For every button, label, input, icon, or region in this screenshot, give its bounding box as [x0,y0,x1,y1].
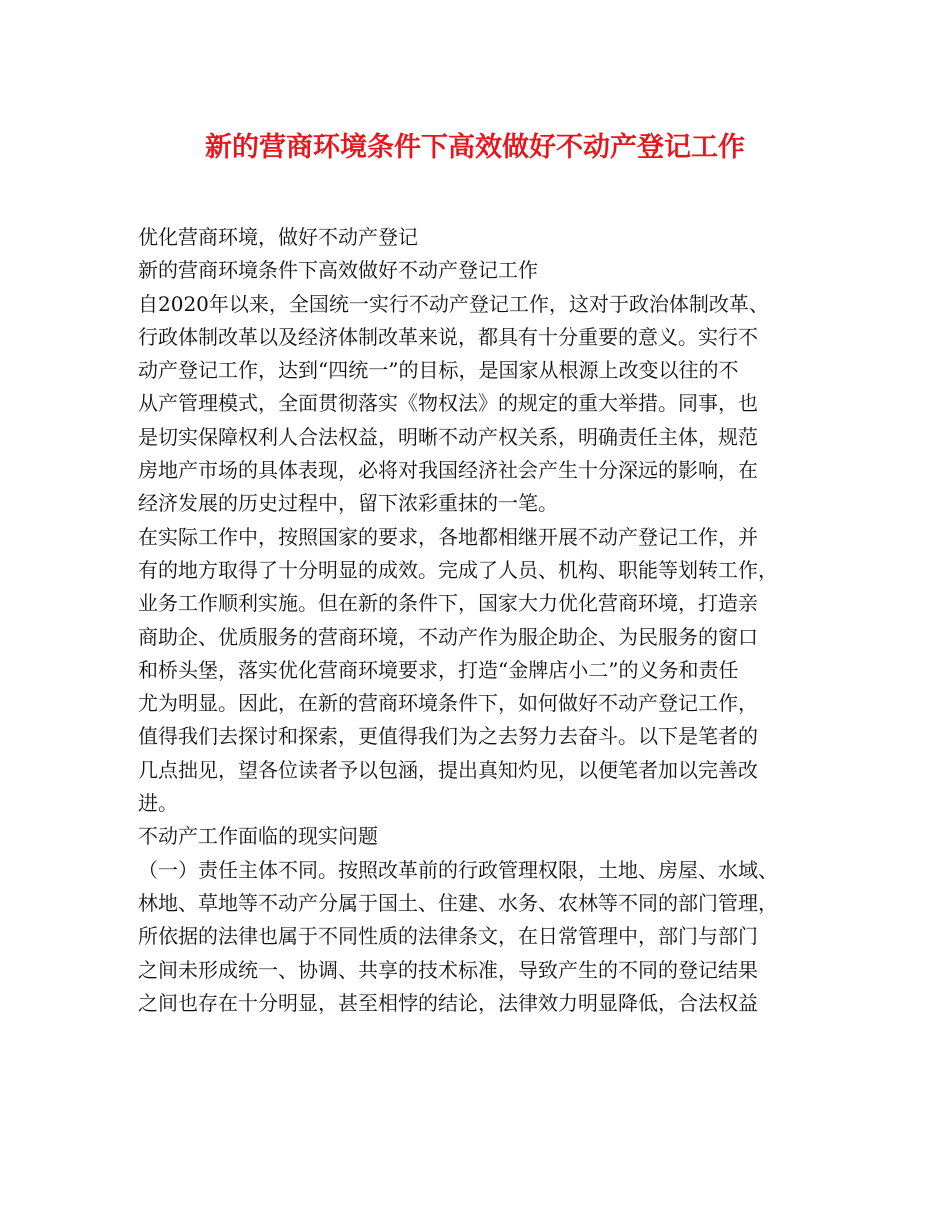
body-text-line: 商助企、优质服务的营商环境，不动产作为服企助企、为民服务的窗口 [138,624,758,649]
body-text-line: 不动产工作面临的现实问题 [138,824,378,849]
body-text-line: 值得我们去探讨和探索，更值得我们为之去努力去奋斗。以下是笔者的 [138,724,758,749]
body-text-line: （一）责任主体不同。按照改革前的行政管理权限，土地、房屋、水域、 [138,857,778,882]
body-text-line: 行政体制改革以及经济体制改革来说，都具有十分重要的意义。实行不 [138,324,758,349]
body-text-line: 尤为明显。因此，在新的营商环境条件下，如何做好不动产登记工作， [138,691,758,716]
body-text-line: 房地产市场的具体表现，必将对我国经济社会产生十分深远的影响，在 [138,458,758,483]
body-text-line: 进。 [138,791,178,816]
document-body [138,221,838,1020]
body-text-line: 经济发展的历史过程中，留下浓彩重抹的一笔。 [138,491,558,516]
body-text-line: 在实际工作中，按照国家的要求，各地都相继开展不动产登记工作，并 [138,524,758,549]
body-text-line: 新的营商环境条件下高效做好不动产登记工作 [138,258,538,283]
body-text-line: 从产管理模式，全面贯彻落实《物权法》的规定的重大举措。同事，也 [138,391,758,416]
body-text-line: 所依据的法律也属于不同性质的法律条文，在日常管理中，部门与部门 [138,924,758,949]
body-text-line: 林地、草地等不动产分属于国土、住建、水务、农林等不同的部门管理， [138,890,778,915]
body-text-line: 是切实保障权利人合法权益，明晰不动产权关系，明确责任主体，规范 [138,424,758,449]
document-title: 新的营商环境条件下高效做好不动产登记工作 [205,132,745,163]
body-text-line: 业务工作顺利实施。但在新的条件下，国家大力优化营商环境，打造亲 [138,591,758,616]
body-text-line: 动产登记工作，达到“四统一”的目标，是国家从根源上改变以往的不 [138,358,739,383]
body-text-line: 之间也存在十分明显，甚至相悖的结论，法律效力明显降低，合法权益 [138,990,758,1015]
body-text-line: 有的地方取得了十分明显的成效。完成了人员、机构、职能等划转工作， [138,557,778,582]
body-text-line: 几点拙见，望各位读者予以包涵，提出真知灼见，以便笔者加以完善改 [138,757,758,782]
body-text-line: 和桥头堡，落实优化营商环境要求，打造“金牌店小二”的义务和责任 [138,657,739,682]
body-text-line: 之间未形成统一、协调、共享的技术标准，导致产生的不同的登记结果 [138,957,758,982]
body-text-line: 自2020年以来，全国统一实行不动产登记工作，这对于政治体制改革、 [138,291,769,316]
body-text-line: 优化营商环境，做好不动产登记 [138,225,418,249]
